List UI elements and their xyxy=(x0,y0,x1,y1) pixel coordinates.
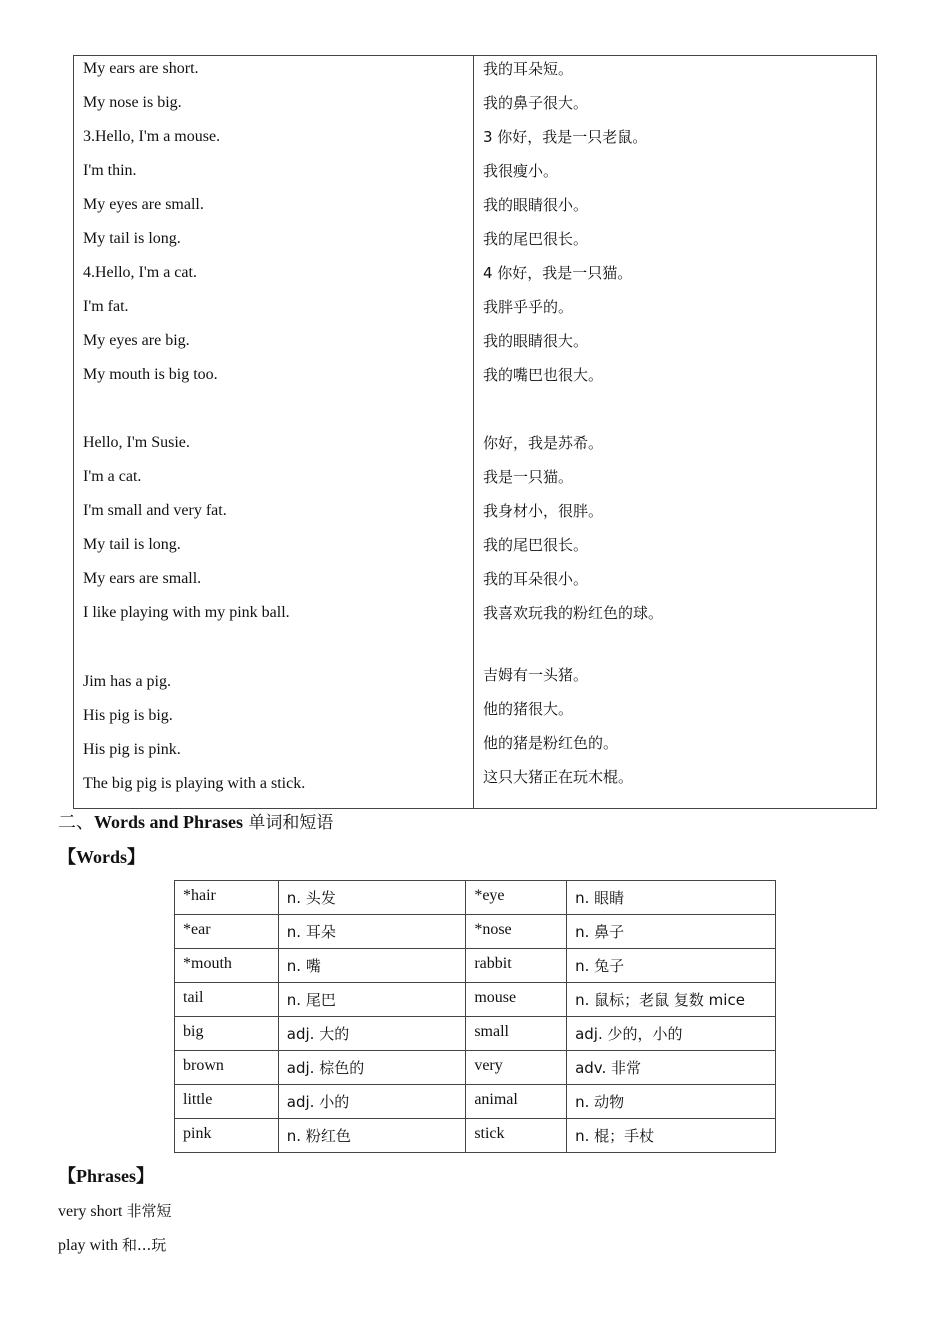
phrase-zh: 非常短 xyxy=(126,1202,172,1220)
word-meaning: n. 鼠标；老鼠 复数 mice xyxy=(567,983,776,1017)
phrase-item xyxy=(58,1200,171,1223)
word-meaning: n. 耳朵 xyxy=(278,915,466,949)
word-meaning: n. 动物 xyxy=(567,1085,776,1119)
bilingual-text-table xyxy=(73,55,877,809)
word-en: small xyxy=(466,1017,567,1051)
english-sentence: 3.Hello, I'm a mouse. xyxy=(83,128,221,145)
chinese-translation: 我很瘦小。 xyxy=(483,162,559,180)
words-table xyxy=(174,880,776,1153)
chinese-translation: 我的耳朵很小。 xyxy=(483,570,589,588)
chinese-translation: 4 你好，我是一只猫。 xyxy=(483,264,633,282)
chinese-translation: 我的嘴巴也很大。 xyxy=(483,366,604,384)
chinese-translation: 我的尾巴很长。 xyxy=(483,536,589,554)
phrase-en: play with xyxy=(58,1237,118,1254)
english-sentence: The big pig is playing with a stick. xyxy=(83,775,306,792)
word-en: mouse xyxy=(466,983,567,1017)
chinese-translation: 我的鼻子很大。 xyxy=(483,94,589,112)
word-en: big xyxy=(175,1017,279,1051)
word-row xyxy=(175,1119,776,1153)
word-en: little xyxy=(175,1085,279,1119)
english-sentence: My eyes are big. xyxy=(83,332,190,349)
english-sentence: I'm thin. xyxy=(83,162,137,179)
word-row xyxy=(175,983,776,1017)
chinese-translation: 我的眼睛很小。 xyxy=(483,196,589,214)
word-row xyxy=(175,881,776,915)
word-en: *ear xyxy=(175,915,279,949)
word-meaning: n. 棍；手杖 xyxy=(567,1119,776,1153)
word-en: stick xyxy=(466,1119,567,1153)
word-en: pink xyxy=(175,1119,279,1153)
english-sentence: I like playing with my pink ball. xyxy=(83,604,290,621)
chinese-translation: 我的眼睛很大。 xyxy=(483,332,589,350)
english-sentence: My ears are short. xyxy=(83,60,199,77)
word-row xyxy=(175,915,776,949)
chinese-translation: 我的尾巴很长。 xyxy=(483,230,589,248)
word-meaning: n. 兔子 xyxy=(567,949,776,983)
word-en: rabbit xyxy=(466,949,567,983)
word-en: brown xyxy=(175,1051,279,1085)
phrase-zh: 和...玩 xyxy=(122,1236,167,1254)
word-en: *eye xyxy=(466,881,567,915)
word-en: *hair xyxy=(175,881,279,915)
section-title xyxy=(58,810,333,835)
english-sentence: My eyes are small. xyxy=(83,196,204,213)
english-sentence: My tail is long. xyxy=(83,536,181,553)
chinese-translation: 这只大猪正在玩木棍。 xyxy=(483,768,634,786)
phrase-item xyxy=(58,1234,166,1257)
section-title-en: Words and Phrases xyxy=(94,812,244,832)
english-sentence: My mouth is big too. xyxy=(83,366,218,383)
english-sentence: I'm small and very fat. xyxy=(83,502,227,519)
word-row xyxy=(175,1085,776,1119)
english-sentence: I'm fat. xyxy=(83,298,129,315)
word-en: *mouth xyxy=(175,949,279,983)
chinese-translation: 我喜欢玩我的粉红色的球。 xyxy=(483,604,664,622)
words-heading: 【Words】 xyxy=(58,847,146,867)
chinese-translation: 他的猪很大。 xyxy=(483,700,574,718)
word-row xyxy=(175,1017,776,1051)
word-meaning: n. 鼻子 xyxy=(567,915,776,949)
word-meaning: adj. 大的 xyxy=(278,1017,466,1051)
column-divider xyxy=(473,56,474,808)
section-title-zh: 单词和短语 xyxy=(243,813,334,833)
chinese-translation: 你好，我是苏希。 xyxy=(483,434,604,452)
word-meaning: adj. 小的 xyxy=(278,1085,466,1119)
word-en: animal xyxy=(466,1085,567,1119)
chinese-translation: 我是一只猫。 xyxy=(483,468,574,486)
english-sentence: Jim has a pig. xyxy=(83,673,171,690)
word-meaning: n. 头发 xyxy=(278,881,466,915)
phrases-heading: 【Phrases】 xyxy=(58,1166,154,1186)
chinese-translation: 吉姆有一头猪。 xyxy=(483,666,589,684)
chinese-translation: 我身材小，很胖。 xyxy=(483,502,604,520)
english-sentence: My tail is long. xyxy=(83,230,181,247)
word-meaning: n. 嘴 xyxy=(278,949,466,983)
word-meaning: n. 尾巴 xyxy=(278,983,466,1017)
word-en: very xyxy=(466,1051,567,1085)
word-row xyxy=(175,949,776,983)
word-en: *nose xyxy=(466,915,567,949)
phrase-en: very short xyxy=(58,1203,123,1220)
word-meaning: n. 粉红色 xyxy=(278,1119,466,1153)
word-en: tail xyxy=(175,983,279,1017)
word-meaning: adv. 非常 xyxy=(567,1051,776,1085)
english-sentence: My nose is big. xyxy=(83,94,182,111)
english-sentence: 4.Hello, I'm a cat. xyxy=(83,264,197,281)
english-sentence: His pig is pink. xyxy=(83,741,181,758)
word-row xyxy=(175,1051,776,1085)
english-sentence: Hello, I'm Susie. xyxy=(83,434,190,451)
english-sentence: I'm a cat. xyxy=(83,468,142,485)
word-meaning: n. 眼睛 xyxy=(567,881,776,915)
chinese-translation: 他的猪是粉红色的。 xyxy=(483,734,619,752)
word-meaning: adj. 棕色的 xyxy=(278,1051,466,1085)
word-meaning: adj. 少的，小的 xyxy=(567,1017,776,1051)
chinese-translation: 我的耳朵短。 xyxy=(483,60,574,78)
section-number: 二、 xyxy=(58,812,94,832)
chinese-translation: 我胖乎乎的。 xyxy=(483,298,574,316)
english-sentence: My ears are small. xyxy=(83,570,202,587)
english-sentence: His pig is big. xyxy=(83,707,173,724)
chinese-translation: 3 你好，我是一只老鼠。 xyxy=(483,128,648,146)
